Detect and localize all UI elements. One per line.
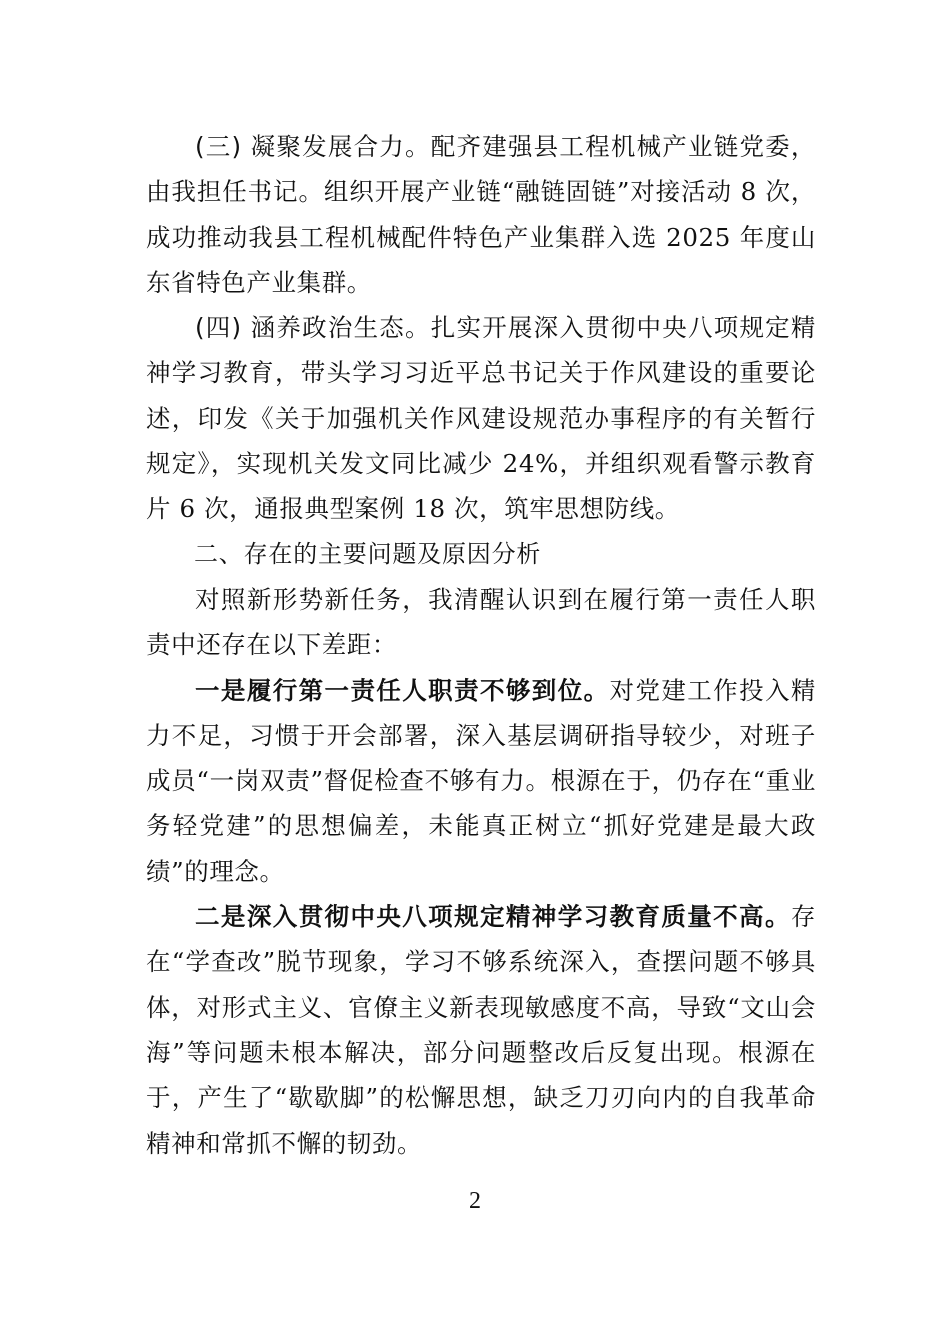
paragraph-cohesion bbox=[146, 124, 816, 305]
paragraph-text: 配齐建强县工程机械产业链党委，由我担任书记。组织开展产业链“融链固链”对接活动 8 次，成功推动我县工程机械配件特色产业集群入选 2025 年度山东省特色产业集群。 bbox=[146, 132, 816, 297]
paragraph-text: 扎实开展深入贯彻中央八项规定精神学习教育，带头学习习近平总书记关于作风建设的重要论述，印发《关于加强机关作风建设规范办事程序的有关暂行规定》，实现机关发文同比减少 24%，并组织观看警示教育片 6 次，通报典型案例 18 次，筑牢思想防线。 bbox=[146, 313, 816, 524]
paragraph-text: 对照新形势新任务，我清醒认识到在履行第一责任人职责中还存在以下差距： bbox=[146, 584, 816, 660]
section-heading-problems: 二、存在的主要问题及原因分析 bbox=[194, 539, 542, 568]
subsection-heading-political-ecology: (四) 涵养政治生态。 bbox=[195, 313, 431, 343]
paragraph-problem-one bbox=[146, 668, 816, 894]
document-page bbox=[146, 124, 816, 1166]
paragraph-text: 对党建工作投入精力不足，习惯于开会部署，深入基层调研指导较少，对班子成员“一岗双责”督促检查不够有力。根源在于，仍存在“重业务轻党建”的思想偏差，未能真正树立“抓好党建是最大政绩”的理念。 bbox=[146, 675, 816, 886]
paragraph-intro bbox=[146, 577, 816, 668]
page-number: 2 bbox=[469, 1188, 481, 1214]
problem-two-heading: 二是深入贯彻中央八项规定精神学习教育质量不高。 bbox=[195, 902, 791, 932]
paragraph-text: 存在“学查改”脱节现象，学习不够系统深入，查摆问题不够具体，对形式主义、官僚主义新表现敏感度不高，导致“文山会海”等问题未根本解决，部分问题整改后反复出现。根源在于，产生了“歇歇脚”的松懈思想，缺乏刀刃向内的自我革命精神和常抓不懈的韧劲。 bbox=[146, 902, 816, 1158]
paragraph-problem-two bbox=[146, 894, 816, 1166]
subsection-heading-cohesion: (三) 凝聚发展合力。 bbox=[195, 132, 431, 161]
problem-one-heading: 一是履行第一责任人职责不够到位。 bbox=[195, 675, 610, 705]
paragraph-political-ecology bbox=[146, 305, 816, 531]
